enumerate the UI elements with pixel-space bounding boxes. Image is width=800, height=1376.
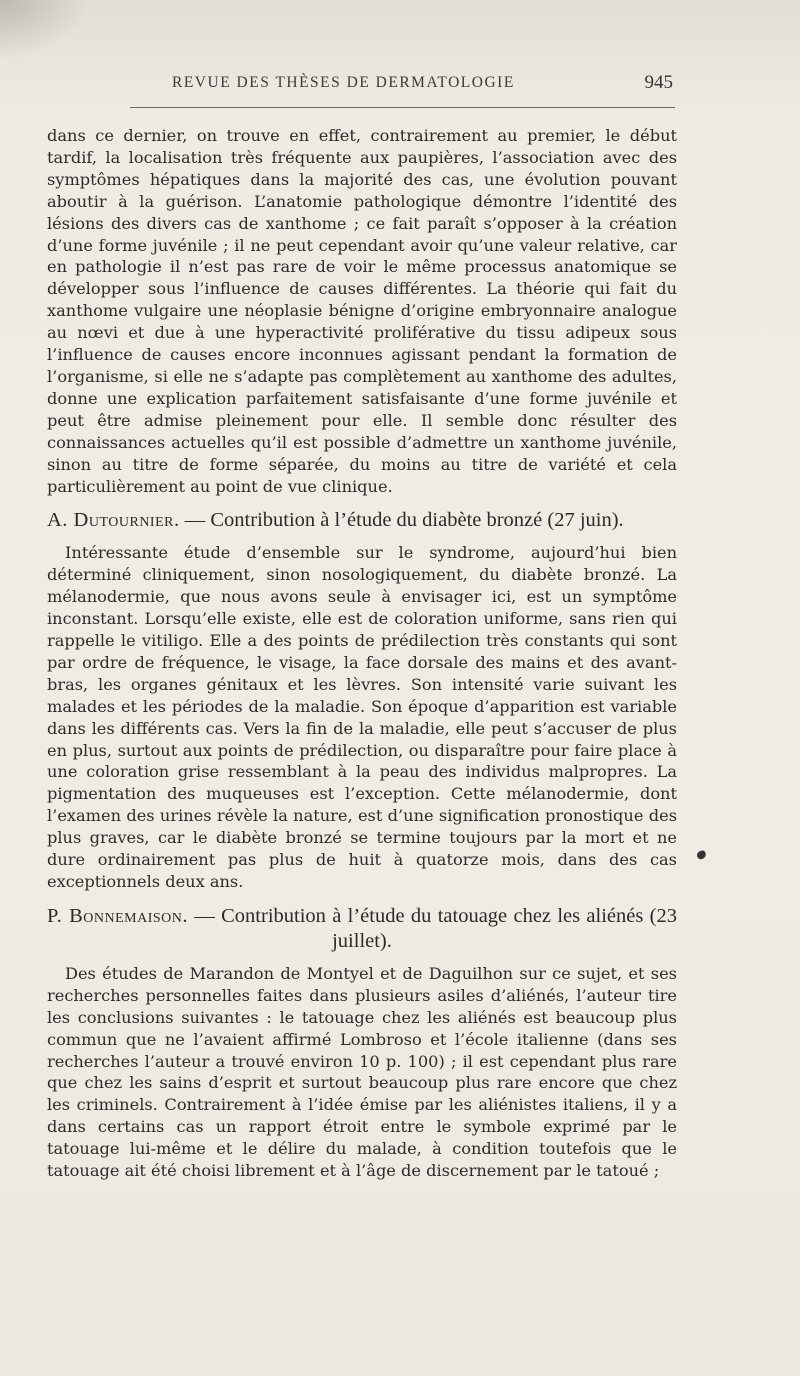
ink-stain	[696, 849, 708, 860]
entry-author: A. Dutournier.	[47, 509, 180, 532]
entry-paragraph: Des études de Marandon de Montyel et de Daguilhon sur ce sujet, et ses recherches personnelles faites dans plusieurs asiles d’aliénés, l’auteur tire les conclusions suivantes : le tatouage chez les aliénés est beaucoup plus commun que ne l’avaient affirmé Lombroso et l’école italienne (dans ses recherches l’auteur a trouvé environ 10 p. 100) ; il est cependant plus rare que chez les sains d’esprit et surtout beaucoup plus rare encore que chez les criminels. Contrairement à l’idée émise par les aliénistes italiens, il y a dans certains cas un rapport étroit entre le symbole exprimé par le tatouage lui-même et le délire du malade, à condition toutefois que le tatouage ait été choisi librement et à l’âge de discernement par le tatoué ;	[47, 963, 677, 1181]
page-header	[130, 72, 675, 100]
entry-author: P. Bonnemaison.	[47, 904, 188, 927]
entry-paragraph: Intéressante étude d’ensemble sur le syndrome, aujourd’hui bien déterminé cliniquement, sinon nosologiquement, du diabète bronzé. La mélanodermie, que nous avons seule à envisager ici, est un symptôme inconstant. Lorsqu’elle existe, elle est de coloration uniforme, sans rien qui rappelle le vitiligo. Elle a des points de prédilection très constants qui sont par ordre de fréquence, le visage, la face dorsale des mains et des avant-bras, les organes génitaux et les lèvres. Son intensité varie suivant les malades et les périodes de la maladie. Son époque d’apparition est variable dans les différents cas. Vers la fin de la maladie, elle peut s’accuser de plus en plus, surtout aux points de prédilection, ou disparaître pour faire place à une coloration grise ressemblant à la peau des individus malpropres. La pigmentation des muqueuses est l’exception. Cette mélanodermie, dont l’examen des urines révèle la nature, est d’une signification pronostique des plus graves, car le diabète bronzé se termine toujours par la mort et ne dure ordinairement pas plus de huit à quatorze mois, dans des cas exceptionnels deux ans.	[47, 543, 677, 891]
continuation-paragraph: dans ce dernier, on trouve en effet, contrairement au premier, le début tardif, la localisation très fréquente aux paupières, l’association avec des symptômes hépatiques dans la majorité des cas, une évolution pouvant aboutir à la guérison. L’anatomie pathologique démontre l’identité des lésions des divers cas de xanthome ; ce fait paraît s’opposer à la création d’une forme juvénile ; il ne peut cependant avoir qu’une valeur relative, car en pathologie il n’est pas rare de voir le même processus anatomique se développer sous l’influence de causes différentes. La théorie qui fait du xanthome vulgaire une néoplasie bénigne d’origine embryonnaire analogue au nœvi et due à une hyperactivité proliférative du tissu adipeux sous l’influence de causes encore inconnues agissant pendant la formation de l’organisme, si elle ne s’adapte pas complètement au xanthome des adultes, donne une explication parfaitement satisfaisante d’une forme juvénile et peut être admise pleinement pour elle. Il semble donc résulter des connaissances actuelles qu’il est possible d’admettre un xanthome juvénile, sinon au titre de forme séparée, du moins au titre de variété et cela particulièrement au point de vue clinique.	[47, 126, 677, 496]
article-body	[47, 125, 677, 1182]
header-divider	[130, 107, 675, 108]
page-number: 945	[644, 72, 673, 93]
running-title: REVUE DES THÈSES DE DERMATOLOGIE	[172, 74, 515, 91]
entry-title: — Contribution à l’étude du diabète bronzé (27 juin).	[184, 509, 624, 532]
entry-title: — Contribution à l’étude du tatouage chez les aliénés (23 juillet).	[194, 904, 677, 952]
entry-heading	[47, 904, 677, 954]
scan-shadow	[0, 0, 90, 60]
entry-heading	[47, 508, 677, 533]
